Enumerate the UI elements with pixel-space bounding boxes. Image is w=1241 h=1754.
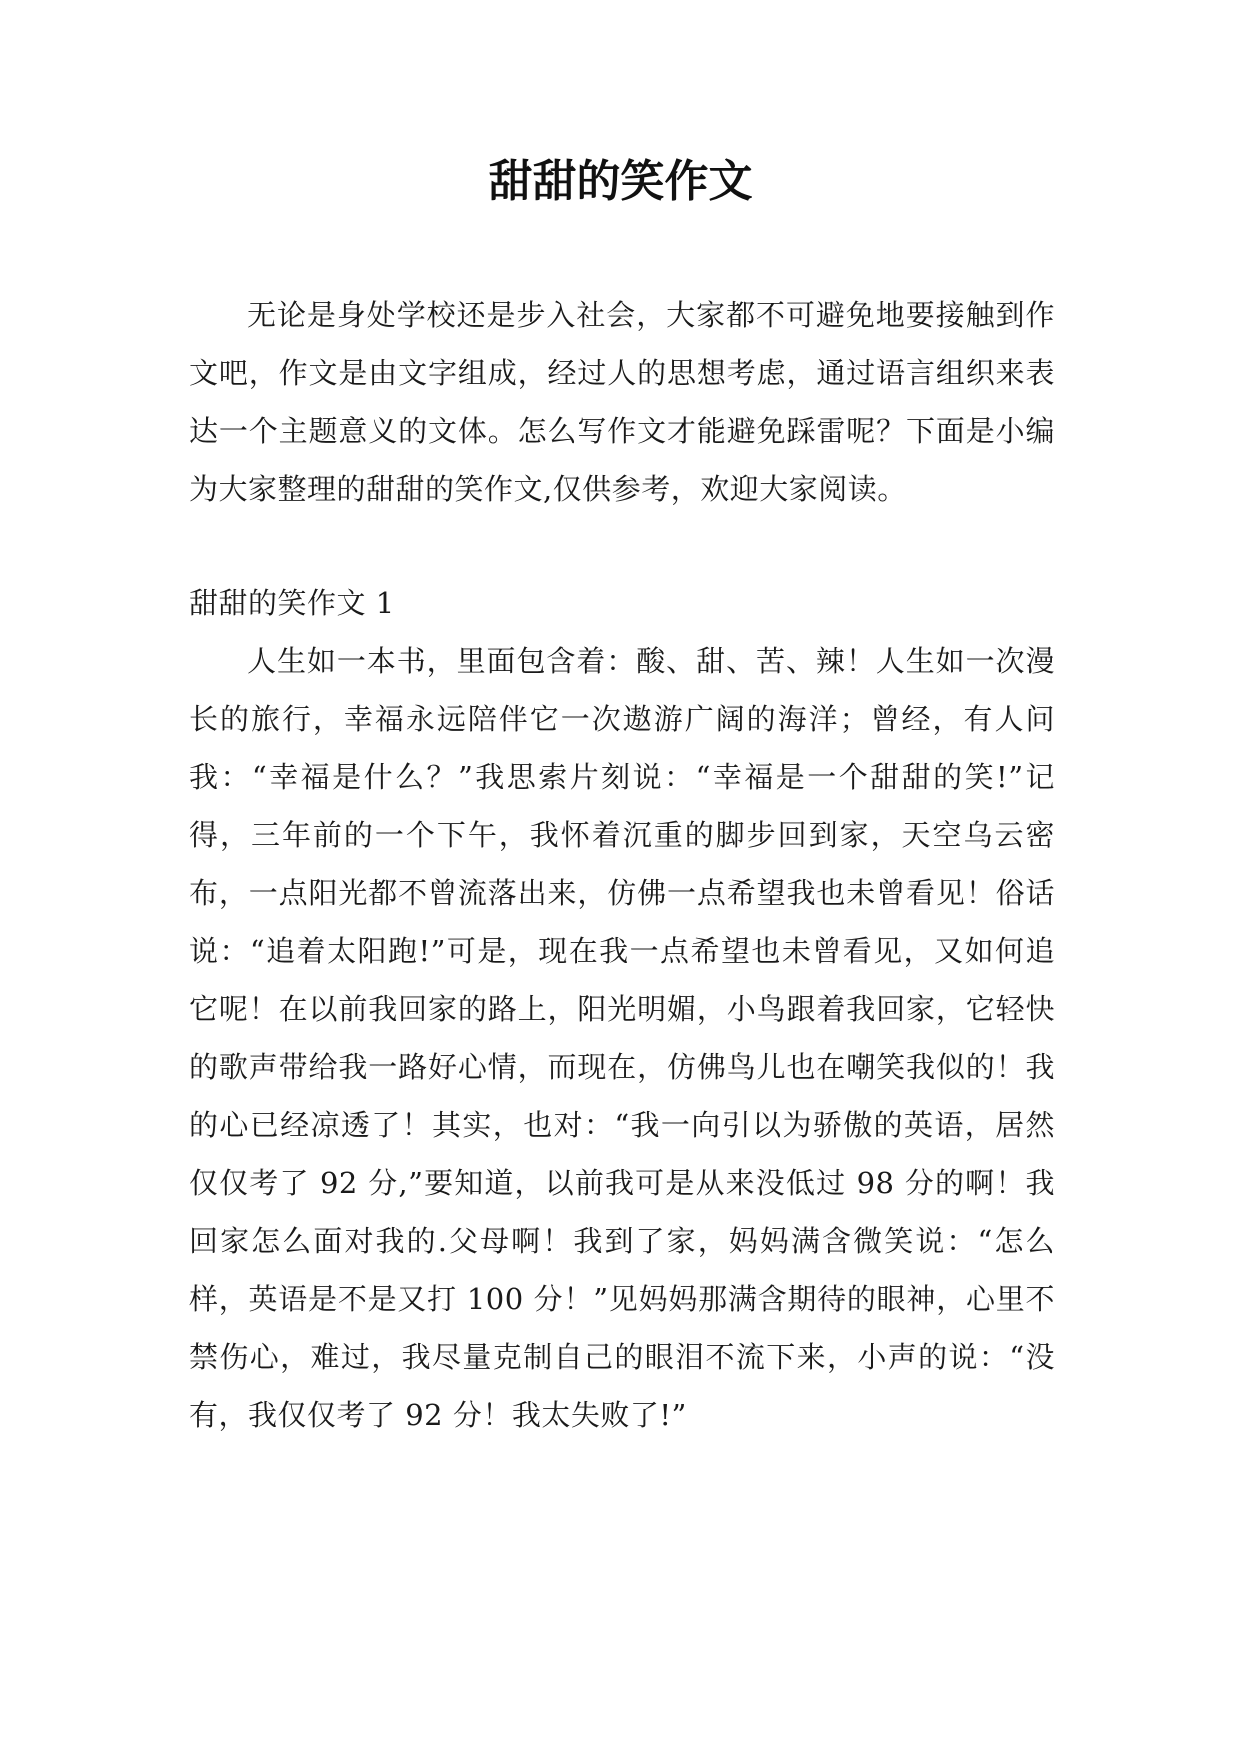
body-paragraph: 人生如一本书，里面包含着：酸、甜、苦、辣！人生如一次漫长的旅行，幸福永远陪伴它一次遨游广阔的海洋；曾经，有人问我：“幸福是什么？”我思索片刻说：“幸福是一个甜甜的笑!”记得，三年前的一个下午，我怀着沉重的脚步回到家，天空乌云密布，一点阳光都不曾流落出来，仿佛一点希望我也未曾看见！俗话说：“追着太阳跑!”可是，现在我一点希望也未曾看见，又如何追它呢！在以前我回家的路上，阳光明媚，小鸟跟着我回家，它轻快的歌声带给我一路好心情，而现在，仿佛鸟儿也在嘲笑我似的！我的心已经凉透了！其实，也对：“我一向引以为骄傲的英语，居然仅仅考了 92 分,”要知道，以前我可是从来没低过 98 分的啊！我回家怎么面对我的.父母啊！我到了家，妈妈满含微笑说：“怎么样，英语是不是又打 100 分！”见妈妈那满含期待的眼神，心里不禁伤心，难过，我尽量克制自己的眼泪不流下来，小声的说：“没有，我仅仅考了 92 分！我太失败了!” [189,644,1055,1432]
section-heading: 甜甜的笑作文 1 [189,586,395,620]
document-title: 甜甜的笑作文 [488,156,753,207]
intro-paragraph: 无论是身处学校还是步入社会，大家都不可避免地要接触到作文吧，作文是由文字组成，经过人的思想考虑，通过语言组织来表达一个主题意义的文体。怎么写作文才能避免踩雷呢？下面是小编为大家整理的甜甜的笑作文,仅供参考，欢迎大家阅读。 [189,298,1055,506]
document-body [189,286,1055,1444]
